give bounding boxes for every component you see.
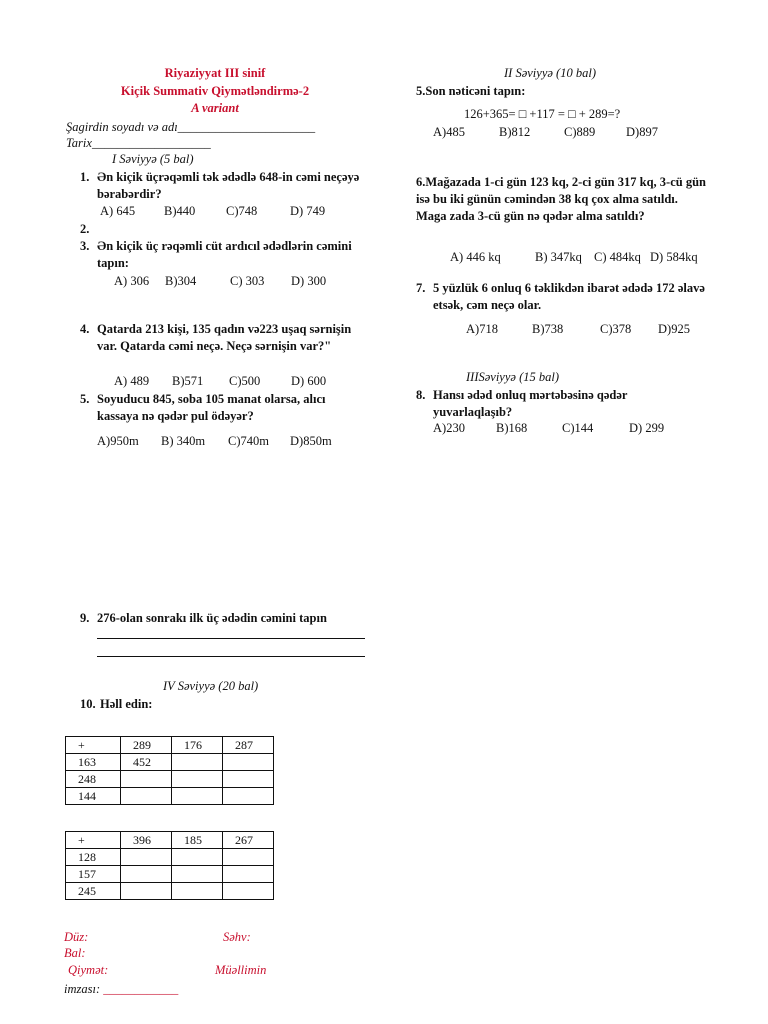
table-cell[interactable]	[223, 866, 274, 883]
question-text: 276-olan sonrakı ilk üç ədədin cəmini tapın	[97, 611, 327, 625]
question-1	[80, 169, 370, 203]
option-c[interactable]: C)748	[226, 204, 258, 218]
table-cell[interactable]	[223, 883, 274, 900]
level-2-heading: II Səviyyə (10 bal)	[504, 66, 596, 80]
table-cell[interactable]	[223, 771, 274, 788]
table-cell: +	[66, 737, 121, 754]
variant-label: A variant	[191, 101, 239, 115]
table-cell: 396	[121, 832, 172, 849]
option-d[interactable]: D)925	[658, 322, 690, 336]
question-text: 6.Mağazada 1-ci gün 123 kq, 2-ci gün 317 kq, 3-cü gün isə bu iki günün cəmindən 38 kq çox alma satıldı. Maga zada 3-cü gün nə qədər alma satıldı?	[416, 175, 706, 223]
question-8	[416, 387, 716, 421]
table-cell: 245	[66, 883, 121, 900]
student-name-field[interactable]: Şagirdin soyadı və adı______________________	[66, 120, 316, 134]
option-a[interactable]: A) 446 kq	[450, 250, 501, 264]
question-5b-expression: 126+365= □ +117 = □ + 289=?	[464, 107, 621, 121]
table-cell[interactable]	[172, 883, 223, 900]
question-text: Həll edin:	[100, 697, 153, 711]
option-a[interactable]: A)718	[466, 322, 498, 336]
option-d[interactable]: D)850m	[290, 434, 332, 448]
question-5b-title: 5.Son nəticəni tapın:	[416, 84, 526, 98]
option-c[interactable]: C)378	[600, 322, 632, 336]
table-cell: 157	[66, 866, 121, 883]
question-5-options	[97, 434, 357, 450]
question-1-options	[100, 204, 360, 220]
table-cell: 176	[172, 737, 223, 754]
table-row	[66, 771, 274, 788]
question-8-options	[433, 421, 693, 437]
question-text: 5 yüzlük 6 onluq 6 təklikdən ibarət ədədə 172 əlavə etsək, cəm neçə olar.	[433, 281, 705, 312]
table-cell: 267	[223, 832, 274, 849]
table-cell: 248	[66, 771, 121, 788]
question-10	[80, 696, 280, 713]
question-number: 1.	[80, 170, 90, 184]
answer-line[interactable]	[97, 656, 365, 657]
question-7	[416, 280, 716, 314]
option-c[interactable]: C)500	[229, 374, 261, 388]
table-cell: 128	[66, 849, 121, 866]
question-7-options	[466, 322, 706, 338]
table-cell[interactable]	[172, 754, 223, 771]
question-text: Ən kiçik üçrəqəmli tək ədədlə 648-in cəmi neçəyə bərabərdir?	[97, 170, 360, 201]
level-3-heading: IIISəviyyə (15 bal)	[466, 370, 559, 384]
question-text: Hansı ədəd onluq mərtəbəsinə qədər yuvarlaqlaşıb?	[433, 388, 628, 419]
table-row	[66, 754, 274, 771]
table-cell: 163	[66, 754, 121, 771]
option-d[interactable]: D) 749	[290, 204, 326, 218]
option-a[interactable]: A) 306	[114, 274, 150, 288]
option-d[interactable]: D) 299	[629, 421, 665, 435]
option-b[interactable]: B)738	[532, 322, 564, 336]
option-c[interactable]: C) 303	[230, 274, 265, 288]
question-number: 4.	[80, 322, 90, 336]
question-9	[80, 610, 380, 627]
question-number: 5.	[80, 392, 90, 406]
option-c[interactable]: C)889	[564, 125, 596, 139]
teacher-label: Müəllimin	[215, 963, 267, 977]
option-a[interactable]: A) 645	[100, 204, 136, 218]
table-header-row	[66, 832, 274, 849]
table-cell: 144	[66, 788, 121, 805]
table-cell[interactable]	[172, 866, 223, 883]
question-text: Ən kiçik üç rəqəmli cüt ardıcıl ədədlərin cəmini tapın:	[97, 239, 352, 270]
level-4-heading: IV Səviyyə (20 bal)	[163, 679, 259, 693]
table-cell: +	[66, 832, 121, 849]
question-5b-options	[433, 125, 693, 141]
table-cell[interactable]	[172, 771, 223, 788]
question-6	[416, 174, 716, 242]
option-b[interactable]: B)168	[496, 421, 528, 435]
question-number: 9.	[80, 611, 90, 625]
option-b[interactable]: B)812	[499, 125, 531, 139]
question-5	[80, 391, 370, 425]
level-1-heading: I Səviyyə (5 bal)	[112, 152, 194, 166]
table-cell[interactable]	[172, 788, 223, 805]
question-text: Soyuducu 845, soba 105 manat olarsa, alıcı kassaya nə qədər pul ödəyər?	[97, 392, 326, 423]
document-title: Kiçik Summativ Qiymətləndirmə-2	[120, 84, 310, 98]
date-field[interactable]: Tarix___________________	[66, 136, 211, 150]
table-cell[interactable]	[121, 866, 172, 883]
signature-line[interactable]: ____________	[103, 982, 179, 996]
addition-table-1	[65, 736, 274, 805]
question-6-options	[450, 250, 710, 266]
signature-label: imzası:	[64, 982, 101, 996]
option-b[interactable]: B) 340m	[161, 434, 206, 448]
option-a[interactable]: A)230	[433, 421, 465, 435]
table-cell[interactable]	[223, 788, 274, 805]
table-row	[66, 866, 274, 883]
table-cell[interactable]	[121, 771, 172, 788]
question-number: 7.	[416, 281, 426, 295]
table-row	[66, 788, 274, 805]
option-b[interactable]: B) 347kq	[535, 250, 582, 264]
table-cell[interactable]	[121, 788, 172, 805]
table-cell[interactable]	[121, 849, 172, 866]
table-cell: 287	[223, 737, 274, 754]
table-row	[66, 849, 274, 866]
option-a[interactable]: A)485	[433, 125, 465, 139]
signature-field[interactable]	[64, 982, 178, 997]
table-cell[interactable]	[121, 883, 172, 900]
question-number: 3.	[80, 239, 90, 253]
grade-label: Qiymət:	[68, 963, 109, 977]
question-3-options	[114, 274, 364, 290]
question-4	[80, 321, 370, 372]
wrong-count-label: Səhv:	[223, 930, 251, 944]
subject-title: Riyaziyyat III sinif	[164, 66, 266, 80]
question-2	[80, 221, 140, 238]
option-d[interactable]: D) 300	[291, 274, 327, 288]
table-cell: 289	[121, 737, 172, 754]
table-cell: 185	[172, 832, 223, 849]
option-d[interactable]: D) 584kq	[650, 250, 698, 264]
option-c[interactable]: C)740m	[228, 434, 269, 448]
option-d[interactable]: D) 600	[291, 374, 327, 388]
table-header-row	[66, 737, 274, 754]
question-4-options	[114, 374, 364, 390]
table-cell[interactable]	[172, 849, 223, 866]
score-label: Bal:	[64, 946, 86, 960]
question-number: 2.	[80, 222, 90, 236]
answer-line[interactable]	[97, 638, 365, 639]
correct-count-label: Düz:	[64, 930, 89, 944]
option-b[interactable]: B)571	[172, 374, 204, 388]
option-a[interactable]: A)950m	[97, 434, 139, 448]
option-c[interactable]: C) 484kq	[594, 250, 641, 264]
table-row	[66, 883, 274, 900]
option-b[interactable]: B)440	[164, 204, 196, 218]
addition-table-2	[65, 831, 274, 900]
table-cell[interactable]	[223, 849, 274, 866]
question-number: 10.	[80, 697, 96, 711]
question-3	[80, 238, 370, 272]
option-d[interactable]: D)897	[626, 125, 658, 139]
option-b[interactable]: B)304	[165, 274, 197, 288]
option-c[interactable]: C)144	[562, 421, 594, 435]
option-a[interactable]: A) 489	[114, 374, 150, 388]
question-number: 8.	[416, 388, 426, 402]
table-cell[interactable]: 452	[121, 754, 172, 771]
table-cell[interactable]	[223, 754, 274, 771]
question-text: Qatarda 213 kişi, 135 qadın və223 uşaq sərnişin var. Qatarda cəmi neçə. Neçə sərnişin var?"	[97, 322, 352, 353]
